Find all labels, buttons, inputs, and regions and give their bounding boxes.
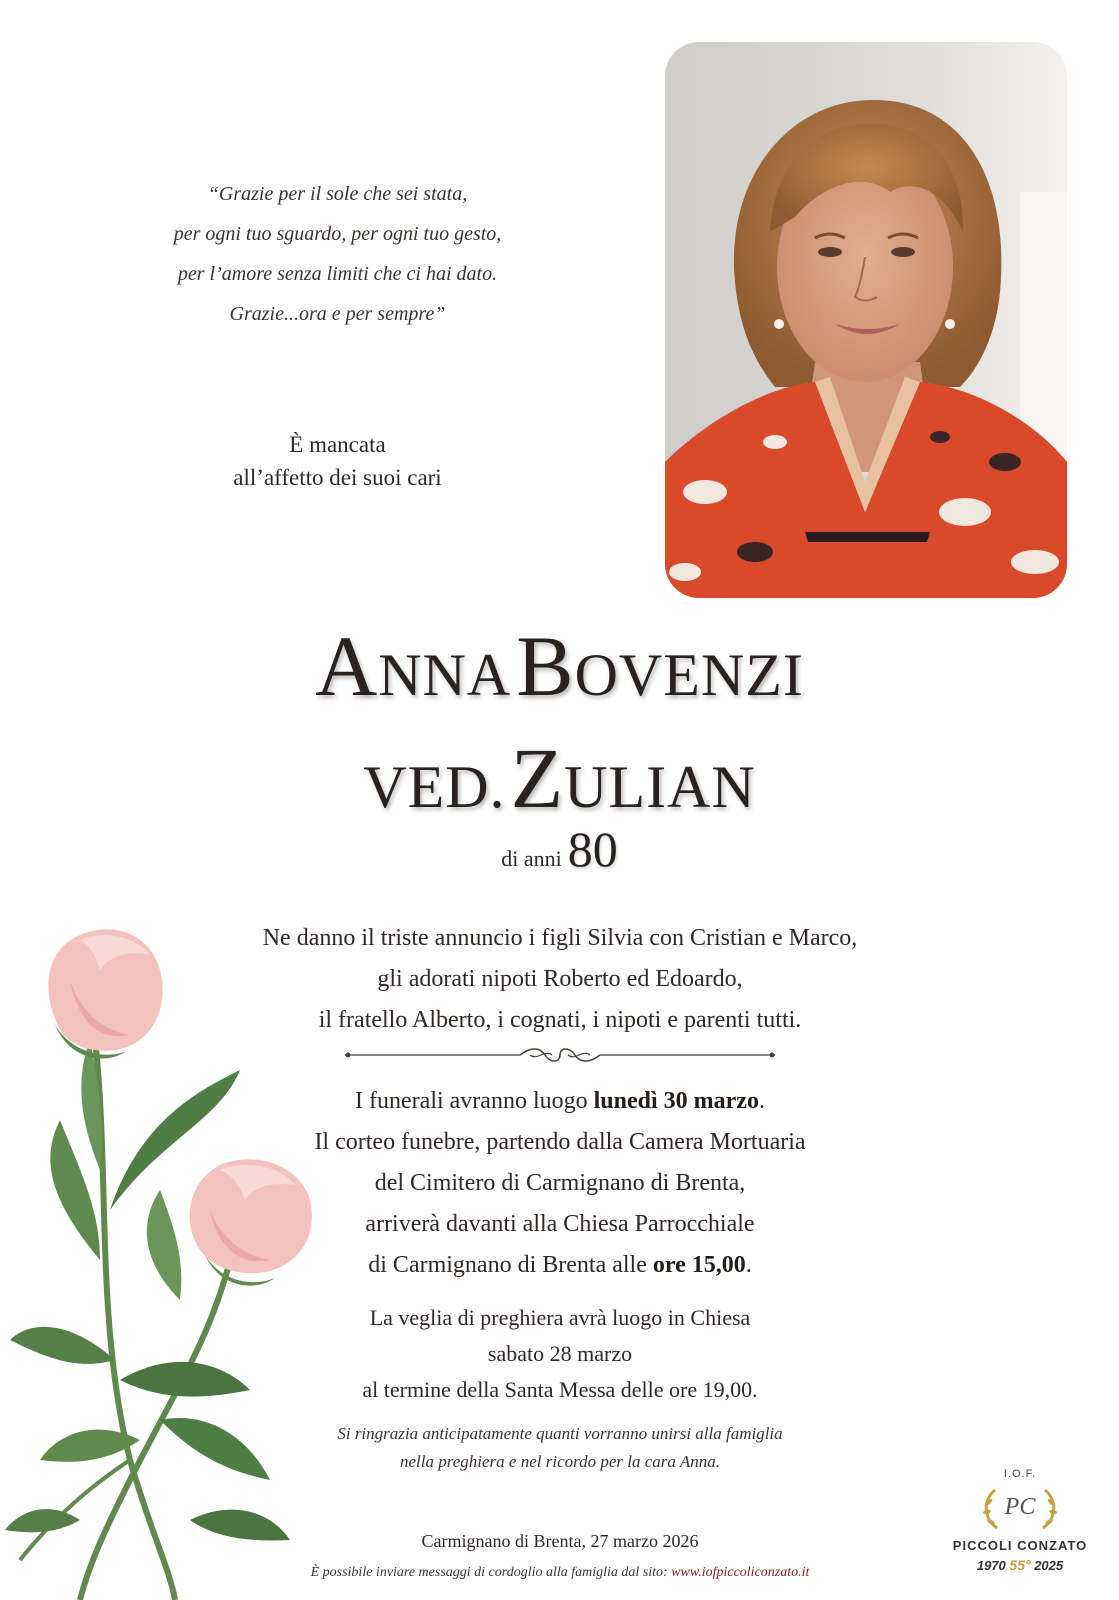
memorial-quote xyxy=(95,174,580,334)
widow-prefix: VED. xyxy=(363,754,506,820)
passing-announcement xyxy=(170,428,505,494)
funeral-home-link[interactable]: www.iofpiccoliconzato.it xyxy=(671,1565,810,1580)
funeral-home-logo xyxy=(940,1468,1100,1598)
surname-rest: OVENZI xyxy=(574,642,804,708)
quote-line: per ogni tuo sguardo, per ogni tuo gesto, xyxy=(173,223,502,245)
logo-year-end: 2025 xyxy=(1034,1558,1064,1573)
vigil-line: La veglia di preghiera avrà luogo in Chiesa xyxy=(369,1305,751,1330)
logo-iof: I.O.F. xyxy=(1003,1468,1037,1480)
name-initial: A xyxy=(315,618,379,714)
laurel-wreath-icon xyxy=(975,1480,1065,1532)
vigil-line: al termine della Santa Messa delle ore 19,00. xyxy=(362,1377,758,1402)
age-value: 80 xyxy=(567,821,618,877)
funeral-text: I funerali avranno luogo xyxy=(355,1088,594,1114)
deceased-name xyxy=(0,616,1119,716)
married-name xyxy=(0,728,1119,828)
married-rest: ULIAN xyxy=(564,754,756,820)
funeral-date: lunedì 30 marzo xyxy=(593,1088,759,1114)
portrait-photo xyxy=(665,42,1067,598)
logo-brand: PICCOLI CONZATO xyxy=(952,1538,1088,1553)
announcement-line: il fratello Alberto, i cognati, i nipoti e parenti tutti. xyxy=(318,1007,802,1033)
logo-anniversary: 55° xyxy=(1009,1557,1031,1573)
announcement-line: gli adorati nipoti Roberto ed Edoardo, xyxy=(377,966,743,992)
logo-monogram: PC xyxy=(1004,1494,1036,1520)
quote-line: Grazie...ora e per sempre” xyxy=(229,303,446,325)
logo-year-start: 1970 xyxy=(976,1558,1006,1573)
pink-roses-icon xyxy=(0,920,340,1600)
portrait-illustration xyxy=(665,42,1067,598)
funeral-text: . xyxy=(745,1252,752,1278)
quote-line: per l’amore senza limiti che ci hai dato. xyxy=(177,263,498,285)
funeral-line: del Cimitero di Carmignano di Brenta, xyxy=(374,1170,746,1196)
intro-line: all’affetto dei suoi cari xyxy=(233,465,442,490)
funeral-line: Il corteo funebre, partendo dalla Camera Mortuaria xyxy=(314,1129,806,1155)
ornament-divider xyxy=(345,1045,775,1065)
thanks-line: Si ringrazia anticipatamente quanti vorranno unirsi alla famiglia xyxy=(337,1424,783,1443)
intro-line: È mancata xyxy=(289,432,386,457)
announcement-line: Ne danno il triste annuncio i figli Silvia con Cristian e Marco, xyxy=(262,925,858,951)
age-label: di anni xyxy=(501,846,562,871)
age-line xyxy=(0,820,1119,878)
funeral-line: arriverà davanti alla Chiesa Parrocchiale xyxy=(365,1211,755,1237)
thanks-line: nella preghiera e nel ricordo per la cara Anna. xyxy=(400,1452,720,1471)
condolence-note xyxy=(250,1565,870,1581)
name-rest: NNA xyxy=(378,642,512,708)
quote-line: “Grazie per il sole che sei stata, xyxy=(207,183,468,205)
funeral-time: ore 15,00 xyxy=(652,1252,746,1278)
place-and-date: Carmignano di Brenta, 27 marzo 2026 xyxy=(421,1531,699,1551)
logo-years xyxy=(940,1557,1100,1573)
funeral-text: di Carmignano di Brenta alle xyxy=(368,1252,653,1278)
funeral-text: . xyxy=(758,1088,765,1114)
vigil-line: sabato 28 marzo xyxy=(487,1341,633,1366)
condolence-text: È possibile inviare messaggi di cordoglio alla famiglia dal sito: xyxy=(310,1565,672,1580)
married-initial: Z xyxy=(510,730,565,826)
surname-initial: B xyxy=(516,618,575,714)
